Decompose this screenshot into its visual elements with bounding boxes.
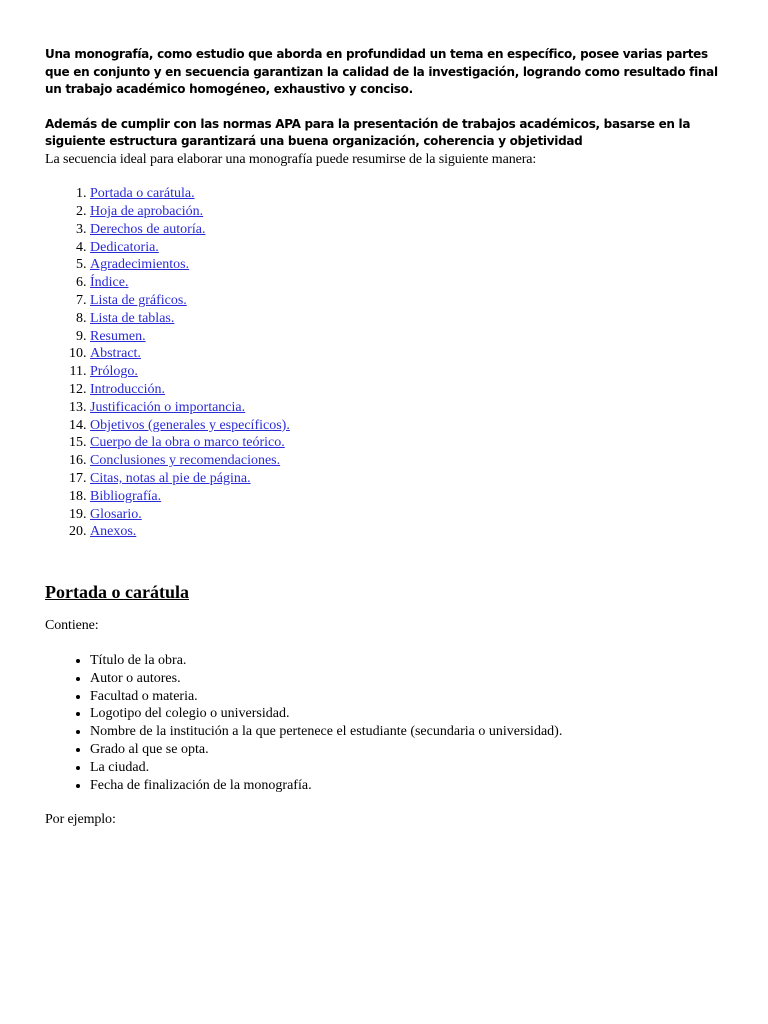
toc-link[interactable]: Objetivos (generales y específicos).: [90, 417, 290, 433]
toc-item: [90, 363, 728, 381]
list-item: • La ciudad.: [90, 759, 728, 777]
toc-link[interactable]: Bibliografía.: [90, 488, 162, 504]
list-item: • Facultad o materia.: [90, 688, 728, 706]
cover-contents-list: [45, 652, 728, 794]
toc-item: [90, 274, 728, 292]
toc-item: [90, 256, 728, 274]
toc-item: [90, 345, 728, 363]
toc-link[interactable]: Derechos de autoría.: [90, 221, 206, 237]
section-heading: Portada o carátula: [45, 582, 189, 603]
list-item: • Logotipo del colegio o universidad.: [90, 705, 728, 723]
intro-paragraph-2: Además de cumplir con las normas APA para la presentación de trabajos académicos, basarse en la siguiente estructura garantizará una buena organización, coherencia y objetividad: [45, 116, 691, 148]
intro-paragraph-1: Una monografía, como estudio que aborda en profundidad un tema en específico, posee varias partes que en conjunto y en secuencia garantizan la calidad de la investigación, logrando como resultado final un trabajo académico homogéneo, exhaustivo y conciso.: [45, 47, 718, 96]
toc-item: [90, 221, 728, 239]
list-item: • Fecha de finalización de la monografía.: [90, 777, 728, 795]
toc-link[interactable]: Glosario.: [90, 506, 142, 522]
toc-item: [90, 523, 728, 541]
contiene-label: Contiene:: [45, 618, 99, 634]
toc-item: [90, 239, 728, 257]
table-of-contents-list: [45, 185, 728, 541]
toc-link[interactable]: Prólogo.: [90, 364, 138, 380]
toc-link[interactable]: Hoja de aprobación.: [90, 204, 204, 220]
toc-item: [90, 452, 728, 470]
toc-item: [90, 399, 728, 417]
list-item: • Grado al que se opta.: [90, 741, 728, 759]
toc-item: [90, 434, 728, 452]
toc-item: [90, 417, 728, 435]
toc-link[interactable]: Citas, notas al pie de página.: [90, 471, 251, 487]
toc-item: [90, 488, 728, 506]
toc-link[interactable]: Anexos.: [90, 524, 137, 540]
toc-item: [90, 292, 728, 310]
toc-link[interactable]: Introducción.: [90, 382, 166, 398]
list-item: • Título de la obra.: [90, 652, 728, 670]
toc-link[interactable]: Lista de gráficos.: [90, 293, 187, 309]
toc-link[interactable]: Agradecimientos.: [90, 257, 190, 273]
toc-item: [90, 203, 728, 221]
toc-link[interactable]: Dedicatoria.: [90, 239, 159, 255]
toc-item: [90, 310, 728, 328]
toc-link[interactable]: Cuerpo de la obra o marco teórico.: [90, 435, 285, 451]
toc-item: [90, 185, 728, 203]
example-label: Por ejemplo:: [45, 812, 116, 828]
list-item: • Nombre de la institución a la que pertenece el estudiante (secundaria o universidad).: [90, 723, 728, 741]
toc-link[interactable]: Índice.: [90, 275, 129, 291]
toc-link[interactable]: Resumen.: [90, 328, 146, 344]
lead-paragraph: La secuencia ideal para elaborar una monografía puede resumirse de la siguiente manera:: [45, 151, 537, 167]
toc-link[interactable]: Conclusiones y recomendaciones.: [90, 453, 281, 469]
toc-link[interactable]: Portada o carátula.: [90, 186, 195, 202]
toc-link[interactable]: Justificación o importancia.: [90, 399, 246, 415]
toc-item: [90, 506, 728, 524]
toc-item: [90, 381, 728, 399]
list-item: • Autor o autores.: [90, 670, 728, 688]
toc-link[interactable]: Abstract.: [90, 346, 141, 362]
toc-item: [90, 328, 728, 346]
toc-link[interactable]: Lista de tablas.: [90, 310, 175, 326]
toc-item: [90, 470, 728, 488]
